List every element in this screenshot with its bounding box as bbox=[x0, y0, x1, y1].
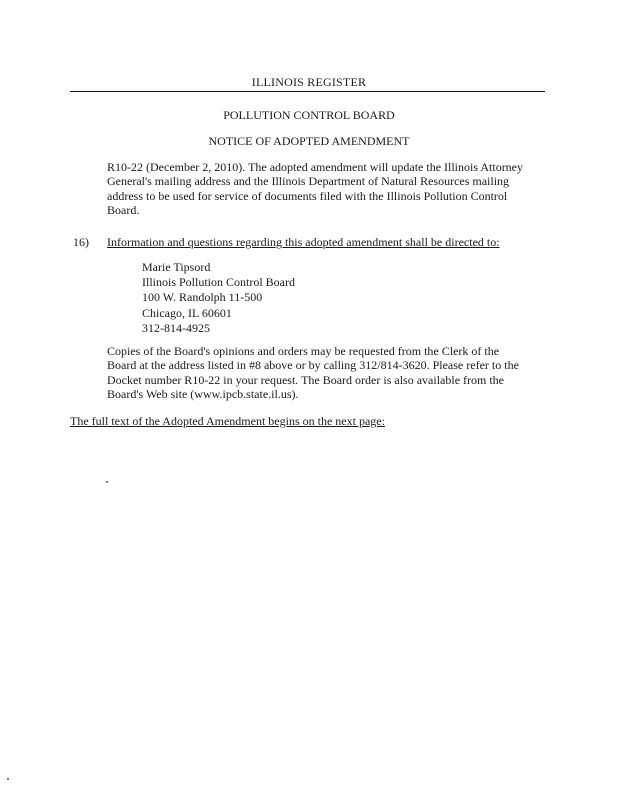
copies-paragraph: Copies of the Board's opinions and orders may be requested from the Clerk of the Board at the address listed in #8 above or by calling 312/814-3620. Please refer to the Docket number R10-22 in your request. The Board order is also available from the Board's Web site (www.ipcb.state.il.us). bbox=[107, 344, 519, 402]
item-text: Information and questions regarding this adopted amendment shall be directed to: bbox=[107, 235, 500, 249]
contact-city: Chicago, IL 60601 bbox=[142, 305, 232, 320]
contact-phone: 312-814-4925 bbox=[142, 320, 210, 335]
header-divider bbox=[70, 91, 545, 92]
notice-type: NOTICE OF ADOPTED AMENDMENT bbox=[208, 134, 410, 148]
item-number: 16) bbox=[73, 235, 89, 249]
contact-block bbox=[142, 260, 295, 336]
register-title: ILLINOIS REGISTER bbox=[251, 75, 367, 89]
scan-speck bbox=[106, 481, 108, 483]
closing-line: The full text of the Adopted Amendment begins on the next page: bbox=[70, 414, 385, 428]
contact-name: Marie Tipsord bbox=[142, 260, 211, 274]
contact-street: 100 W. Randolph 11-500 bbox=[142, 290, 263, 305]
scan-speck bbox=[7, 778, 9, 780]
contact-organization: Illinois Pollution Control Board bbox=[142, 275, 296, 290]
agency-name: POLLUTION CONTROL BOARD bbox=[223, 108, 395, 122]
intro-paragraph: R10-22 (December 2, 2010). The adopted amendment will update the Illinois Attorney General's mailing address and the Illinois Department of Natural Resources mailing address to be used for service of documents filed with the Illinois Pollution Control Board. bbox=[107, 160, 524, 218]
